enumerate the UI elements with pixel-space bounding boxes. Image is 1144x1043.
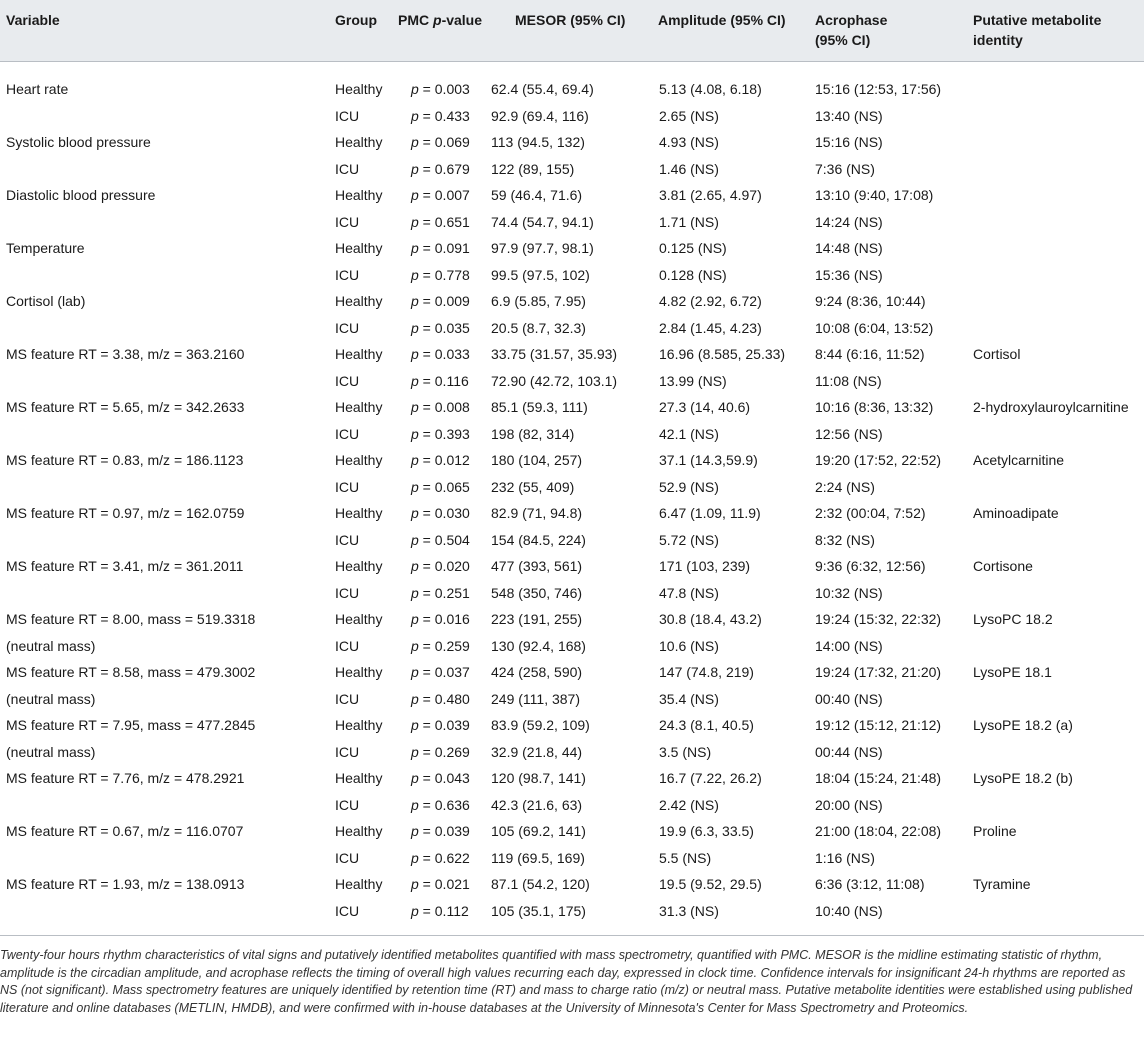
p-symbol: p (411, 160, 419, 177)
group-label: ICU (335, 849, 360, 866)
putative-identity: 2-hydroxylauroylcarnitine (973, 399, 1129, 415)
acrophase-value: 8:44 (6:16, 11:52) (815, 346, 925, 362)
p-value (411, 451, 470, 470)
p-number: 0.037 (434, 664, 470, 680)
p-symbol: p (411, 849, 419, 866)
amplitude-value: 3.5 (NS) (659, 743, 712, 760)
p-number: 0.039 (434, 823, 470, 839)
mesor-value: 122 (89, 155) (491, 160, 575, 177)
p-value (411, 610, 470, 629)
acrophase-value: 12:56 (NS) (815, 425, 883, 442)
p-symbol: p (411, 187, 419, 203)
p-value (411, 584, 470, 603)
amplitude-value: 3.81 (2.65, 4.97) (659, 187, 762, 203)
p-equals: = (418, 81, 435, 97)
acrophase-value: 19:24 (15:32, 22:32) (815, 611, 942, 627)
p-value (411, 875, 470, 894)
variable-name: MS feature RT = 3.41, m/z = 361.2011 (6, 558, 244, 574)
p-symbol: p (411, 823, 419, 839)
putative-identity: Cortisol (973, 346, 1021, 362)
mesor-value: 32.9 (21.8, 44) (491, 743, 583, 760)
group-label: ICU (335, 319, 360, 336)
group-label: Healthy (335, 611, 383, 627)
group-label: Healthy (335, 187, 383, 203)
p-equals: = (418, 796, 435, 813)
group-label: Healthy (335, 717, 383, 733)
variable-name: Heart rate (6, 81, 69, 97)
p-equals: = (418, 293, 435, 309)
group-label: Healthy (335, 452, 383, 468)
p-number: 0.636 (434, 796, 470, 813)
acrophase-value: 10:40 (NS) (815, 902, 883, 919)
p-value (411, 80, 470, 99)
amplitude-value: 171 (103, 239) (659, 558, 751, 574)
variable-name: MS feature RT = 0.97, m/z = 162.0759 (6, 505, 245, 521)
mesor-value: 249 (111, 387) (491, 690, 580, 707)
p-value (411, 319, 470, 338)
p-number: 0.033 (434, 346, 470, 362)
p-equals: = (418, 505, 435, 521)
mesor-value: 223 (191, 255) (491, 611, 583, 627)
p-equals: = (418, 770, 435, 786)
p-value (411, 239, 470, 258)
group-label: Healthy (335, 346, 383, 362)
acrophase-value: 2:24 (NS) (815, 478, 875, 495)
p-number: 0.021 (434, 876, 470, 892)
group-label: Healthy (335, 664, 383, 680)
p-number: 0.030 (434, 505, 470, 521)
group-label: ICU (335, 213, 360, 230)
acrophase-value: 8:32 (NS) (815, 531, 875, 548)
mesor-value: 42.3 (21.6, 63) (491, 796, 583, 813)
acrophase-value: 18:04 (15:24, 21:48) (815, 770, 942, 786)
p-value (411, 849, 470, 868)
group-label: Healthy (335, 876, 383, 892)
p-equals: = (418, 531, 435, 548)
p-equals: = (418, 372, 435, 389)
header-putative-identity: Putative metabolite identity (973, 12, 1102, 48)
mesor-value: 548 (350, 746) (491, 584, 583, 601)
amplitude-value: 52.9 (NS) (659, 478, 719, 495)
amplitude-value: 1.46 (NS) (659, 160, 719, 177)
group-label: Healthy (335, 770, 383, 786)
p-number: 0.065 (434, 478, 470, 495)
mesor-value: 85.1 (59.3, 111) (491, 399, 588, 415)
variable-name: Systolic blood pressure (6, 134, 151, 150)
p-value (411, 292, 470, 311)
p-symbol: p (411, 346, 419, 362)
group-label: ICU (335, 584, 360, 601)
mesor-value: 477 (393, 561) (491, 558, 583, 574)
acrophase-value: 00:40 (NS) (815, 690, 883, 707)
group-label: ICU (335, 425, 360, 442)
mesor-value: 105 (69.2, 141) (491, 823, 586, 839)
p-symbol: p (411, 399, 419, 415)
amplitude-value: 19.5 (9.52, 29.5) (659, 876, 762, 892)
p-number: 0.069 (434, 134, 470, 150)
putative-identity: Aminoadipate (973, 505, 1059, 521)
p-value (411, 743, 470, 762)
p-value (411, 186, 470, 205)
putative-identity: Acetylcarnitine (973, 452, 1065, 468)
group-label: ICU (335, 690, 360, 707)
mesor-value: 180 (104, 257) (491, 452, 583, 468)
table-bottom-rule (0, 935, 1144, 936)
p-equals: = (418, 425, 435, 442)
amplitude-value: 2.65 (NS) (659, 107, 719, 124)
putative-identity: Cortisone (973, 558, 1033, 574)
group-label: Healthy (335, 505, 383, 521)
p-number: 0.651 (434, 213, 470, 230)
p-number: 0.259 (434, 637, 470, 654)
putative-identity: Proline (973, 823, 1017, 839)
p-equals: = (418, 664, 435, 680)
putative-identity: LysoPE 18.2 (b) (973, 770, 1073, 786)
amplitude-value: 2.42 (NS) (659, 796, 719, 813)
p-symbol: p (411, 743, 419, 760)
variable-name: MS feature RT = 7.76, m/z = 478.2921 (6, 770, 245, 786)
acrophase-value: 13:10 (9:40, 17:08) (815, 187, 934, 203)
header-amplitude: Amplitude (95% CI) (658, 12, 786, 28)
p-number: 0.016 (434, 611, 470, 627)
p-value (411, 557, 470, 576)
header-mesor: MESOR (95% CI) (515, 12, 626, 28)
putative-identity: LysoPE 18.1 (973, 664, 1052, 680)
putative-identity: LysoPE 18.2 (a) (973, 717, 1073, 733)
p-value (411, 663, 470, 682)
group-label: Healthy (335, 134, 383, 150)
p-number: 0.012 (434, 452, 470, 468)
p-symbol: p (411, 584, 419, 601)
p-symbol: p (411, 240, 419, 256)
mesor-value: 154 (84.5, 224) (491, 531, 586, 548)
p-equals: = (418, 876, 435, 892)
variable-name: Cortisol (lab) (6, 293, 86, 309)
mesor-value: 59 (46.4, 71.6) (491, 187, 583, 203)
acrophase-value: 15:36 (NS) (815, 266, 883, 283)
p-number: 0.622 (434, 849, 470, 866)
p-value (411, 372, 469, 391)
p-number: 0.020 (434, 558, 470, 574)
p-symbol: p (411, 558, 419, 574)
group-label: ICU (335, 478, 360, 495)
p-equals: = (418, 849, 435, 866)
p-equals: = (418, 452, 435, 468)
group-label: ICU (335, 902, 360, 919)
variable-name: MS feature RT = 0.83, m/z = 186.1123 (6, 452, 244, 468)
group-label: ICU (335, 160, 360, 177)
acrophase-value: 9:36 (6:32, 12:56) (815, 558, 926, 574)
amplitude-value: 42.1 (NS) (659, 425, 719, 442)
group-label: Healthy (335, 823, 383, 839)
p-value (411, 504, 470, 523)
p-symbol: p (411, 81, 419, 97)
header-variable: Variable (6, 12, 60, 28)
acrophase-value: 15:16 (NS) (815, 134, 883, 150)
mesor-value: 97.9 (97.7, 98.1) (491, 240, 594, 256)
variable-name: MS feature RT = 1.93, m/z = 138.0913 (6, 876, 245, 892)
amplitude-value: 4.93 (NS) (659, 134, 719, 150)
group-label: ICU (335, 796, 360, 813)
p-symbol: p (411, 717, 419, 733)
p-number: 0.112 (434, 902, 469, 919)
p-equals: = (418, 134, 435, 150)
p-symbol: p (411, 770, 419, 786)
variable-name: Temperature (6, 240, 85, 256)
p-symbol: p (411, 690, 419, 707)
p-number: 0.009 (434, 293, 470, 309)
amplitude-value: 47.8 (NS) (659, 584, 719, 601)
p-equals: = (418, 478, 435, 495)
mesor-value: 83.9 (59.2, 109) (491, 717, 590, 733)
group-label: ICU (335, 637, 360, 654)
p-number: 0.393 (434, 425, 470, 442)
acrophase-value: 15:16 (12:53, 17:56) (815, 81, 942, 97)
mesor-value: 130 (92.4, 168) (491, 637, 586, 654)
variable-name: MS feature RT = 0.67, m/z = 116.0707 (6, 823, 244, 839)
mesor-value: 33.75 (31.57, 35.93) (491, 346, 618, 362)
p-equals: = (418, 584, 435, 601)
p-value (411, 822, 470, 841)
acrophase-value: 6:36 (3:12, 11:08) (815, 876, 925, 892)
mesor-value: 105 (35.1, 175) (491, 902, 586, 919)
header-group: Group (335, 12, 377, 28)
p-symbol: p (411, 293, 419, 309)
p-symbol: p (411, 425, 419, 442)
amplitude-value: 16.96 (8.585, 25.33) (659, 346, 786, 362)
acrophase-value: 10:16 (8:36, 13:32) (815, 399, 934, 415)
p-number: 0.433 (434, 107, 470, 124)
group-label: Healthy (335, 558, 383, 574)
amplitude-value: 5.72 (NS) (659, 531, 719, 548)
amplitude-value: 35.4 (NS) (659, 690, 719, 707)
p-equals: = (418, 107, 435, 124)
p-symbol: p (411, 637, 419, 654)
mesor-value: 6.9 (5.85, 7.95) (491, 293, 586, 309)
amplitude-value: 16.7 (7.22, 26.2) (659, 770, 762, 786)
mesor-value: 198 (82, 314) (491, 425, 575, 442)
p-symbol: p (411, 478, 419, 495)
p-symbol: p (411, 266, 419, 283)
p-number: 0.043 (434, 770, 470, 786)
p-symbol: p (411, 372, 419, 389)
p-equals: = (418, 690, 435, 707)
mesor-value: 72.90 (42.72, 103.1) (491, 372, 618, 389)
amplitude-value: 27.3 (14, 40.6) (659, 399, 751, 415)
acrophase-value: 19:12 (15:12, 21:12) (815, 717, 942, 733)
p-equals: = (418, 558, 435, 574)
p-symbol: p (411, 213, 419, 230)
mesor-value: 74.4 (54.7, 94.1) (491, 213, 594, 230)
p-number: 0.035 (434, 319, 470, 336)
variable-name: MS feature RT = 7.95, mass = 477.2845 (6, 717, 256, 733)
p-number: 0.039 (434, 717, 470, 733)
acrophase-value: 14:00 (NS) (815, 637, 883, 654)
variable-name: Diastolic blood pressure (6, 187, 156, 203)
p-symbol: p (411, 452, 419, 468)
p-equals: = (418, 399, 435, 415)
p-number: 0.007 (434, 187, 470, 203)
mesor-value: 87.1 (54.2, 120) (491, 876, 590, 892)
variable-name: MS feature RT = 8.00, mass = 519.3318 (6, 611, 256, 627)
p-number: 0.116 (434, 372, 469, 389)
p-equals: = (418, 213, 435, 230)
amplitude-value: 19.9 (6.3, 33.5) (659, 823, 754, 839)
acrophase-value: 7:36 (NS) (815, 160, 875, 177)
mesor-value: 120 (98.7, 141) (491, 770, 586, 786)
p-equals: = (418, 717, 435, 733)
mesor-value: 119 (69.5, 169) (491, 849, 585, 866)
amplitude-value: 0.125 (NS) (659, 240, 727, 256)
acrophase-value: 1:16 (NS) (815, 849, 875, 866)
acrophase-value: 11:08 (NS) (815, 372, 882, 389)
p-equals: = (418, 187, 435, 203)
acrophase-value: 13:40 (NS) (815, 107, 883, 124)
p-number: 0.091 (434, 240, 470, 256)
p-equals: = (418, 266, 435, 283)
acrophase-value: 9:24 (8:36, 10:44) (815, 293, 926, 309)
p-symbol: p (411, 664, 419, 680)
amplitude-value: 24.3 (8.1, 40.5) (659, 717, 754, 733)
p-symbol: p (411, 902, 419, 919)
group-label: Healthy (335, 81, 383, 97)
amplitude-value: 31.3 (NS) (659, 902, 719, 919)
p-value (411, 716, 470, 735)
mesor-value: 113 (94.5, 132) (491, 134, 585, 150)
p-equals: = (418, 823, 435, 839)
p-value (411, 796, 470, 815)
variable-name: (neutral mass) (6, 690, 96, 707)
mesor-value: 62.4 (55.4, 69.4) (491, 81, 594, 97)
p-equals: = (418, 902, 435, 919)
p-equals: = (418, 637, 435, 654)
p-value (411, 637, 470, 656)
variable-name: MS feature RT = 5.65, m/z = 342.2633 (6, 399, 245, 415)
p-equals: = (418, 319, 435, 336)
group-label: Healthy (335, 399, 383, 415)
variable-name: MS feature RT = 3.38, m/z = 363.2160 (6, 346, 245, 362)
acrophase-value: 14:24 (NS) (815, 213, 883, 230)
group-label: ICU (335, 107, 360, 124)
p-symbol: p (411, 107, 419, 124)
amplitude-value: 2.84 (1.45, 4.23) (659, 319, 762, 336)
p-number: 0.778 (434, 266, 470, 283)
acrophase-value: 21:00 (18:04, 22:08) (815, 823, 942, 839)
p-symbol: p (411, 505, 419, 521)
p-number: 0.003 (434, 81, 470, 97)
p-number: 0.504 (434, 531, 470, 548)
p-value (411, 398, 470, 417)
p-equals: = (418, 611, 435, 627)
acrophase-value: 19:20 (17:52, 22:52) (815, 452, 942, 468)
variable-name: (neutral mass) (6, 743, 96, 760)
p-number: 0.269 (434, 743, 470, 760)
p-number: 0.480 (434, 690, 470, 707)
p-symbol: p (411, 531, 419, 548)
amplitude-value: 13.99 (NS) (659, 372, 727, 389)
p-equals: = (418, 346, 435, 362)
mesor-value: 92.9 (69.4, 116) (491, 107, 589, 124)
mesor-value: 99.5 (97.5, 102) (491, 266, 590, 283)
acrophase-value: 00:44 (NS) (815, 743, 883, 760)
p-value (411, 160, 470, 179)
group-label: ICU (335, 743, 360, 760)
putative-identity: LysoPC 18.2 (973, 611, 1053, 627)
variable-name: MS feature RT = 8.58, mass = 479.3002 (6, 664, 256, 680)
p-equals: = (418, 240, 435, 256)
p-value (411, 266, 470, 285)
group-label: Healthy (335, 240, 383, 256)
header-acrophase: Acrophase (95% CI) (815, 12, 888, 48)
amplitude-value: 30.8 (18.4, 43.2) (659, 611, 762, 627)
p-number: 0.679 (434, 160, 470, 177)
amplitude-value: 5.13 (4.08, 6.18) (659, 81, 762, 97)
acrophase-value: 2:32 (00:04, 7:52) (815, 505, 926, 521)
acrophase-value: 10:32 (NS) (815, 584, 883, 601)
p-symbol: p (411, 876, 419, 892)
acrophase-value: 10:08 (6:04, 13:52) (815, 319, 934, 336)
acrophase-value: 20:00 (NS) (815, 796, 883, 813)
p-symbol: p (411, 134, 419, 150)
acrophase-value: 14:48 (NS) (815, 240, 883, 256)
mesor-value: 82.9 (71, 94.8) (491, 505, 583, 521)
putative-identity: Tyramine (973, 876, 1031, 892)
p-value (411, 345, 470, 364)
amplitude-value: 1.71 (NS) (659, 213, 719, 230)
p-equals: = (418, 743, 435, 760)
p-value (411, 690, 470, 709)
p-value (411, 769, 470, 788)
p-value (411, 425, 470, 444)
amplitude-value: 10.6 (NS) (659, 637, 719, 654)
amplitude-value: 5.5 (NS) (659, 849, 712, 866)
p-value (411, 531, 470, 550)
acrophase-value: 19:24 (17:32, 21:20) (815, 664, 942, 680)
p-symbol: p (411, 319, 419, 336)
group-label: ICU (335, 372, 360, 389)
amplitude-value: 6.47 (1.09, 11.9) (659, 505, 761, 521)
p-value (411, 107, 470, 126)
header-pmc-p-value: PMC p-value (398, 12, 483, 28)
p-value (411, 213, 470, 232)
amplitude-value: 147 (74.8, 219) (659, 664, 754, 680)
mesor-value: 20.5 (8.7, 32.3) (491, 319, 586, 336)
amplitude-value: 0.128 (NS) (659, 266, 727, 283)
group-label: Healthy (335, 293, 383, 309)
amplitude-value: 37.1 (14.3,59.9) (659, 452, 758, 468)
p-symbol: p (411, 611, 419, 627)
mesor-value: 424 (258, 590) (491, 664, 583, 680)
p-value (411, 478, 470, 497)
p-equals: = (418, 160, 435, 177)
table-caption: Twenty-four hours rhythm characteristics of vital signs and putatively identified metabolites quantified with mass spectrometry, quantified with PMC. MESOR is the midline estimating statistic of rhythm, amplitude is the circadian amplitude, and acrophase reflects the timing of overall high values recurring each day, expressed in clock time. Confidence intervals for insignificant 24-h rhythms are reported as NS (not significant). Mass spectrometry features are uniquely identified by retention time (RT) and mass to charge ratio (m/z) or neutral mass. Putative metabolite identities were established using published literature and online databases (METLIN, HMDB), and were confirmed with in-house databases at the University of Minnesota's Center for Mass Spectrometry and Proteomics. (0, 948, 1133, 1015)
group-label: ICU (335, 531, 360, 548)
p-symbol: p (411, 796, 419, 813)
p-number: 0.251 (434, 584, 470, 601)
p-value (411, 902, 469, 921)
group-label: ICU (335, 266, 360, 283)
amplitude-value: 4.82 (2.92, 6.72) (659, 293, 762, 309)
p-number: 0.008 (434, 399, 470, 415)
p-value (411, 133, 470, 152)
mesor-value: 232 (55, 409) (491, 478, 575, 495)
variable-name: (neutral mass) (6, 637, 96, 654)
